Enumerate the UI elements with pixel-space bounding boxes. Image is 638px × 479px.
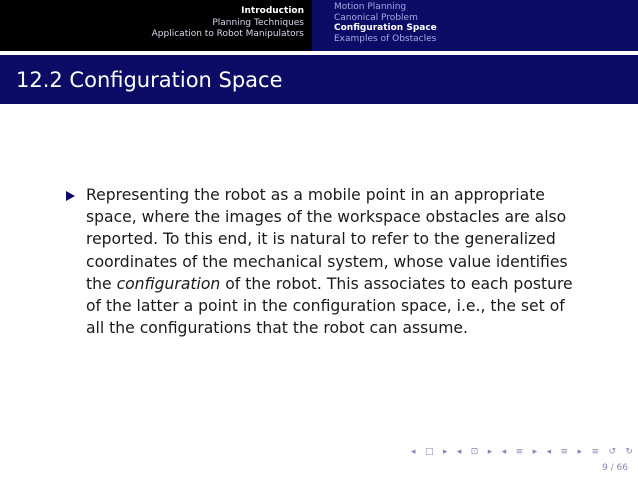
section-planning-techniques[interactable]: Planning Techniques [212,17,304,28]
subsection-canonical-problem[interactable]: Canonical Problem [334,12,418,23]
nav-subsection-icon[interactable]: ≡ [515,447,524,457]
section-introduction[interactable]: Introduction [241,6,304,16]
list-item [66,184,586,339]
nav-section-prev-icon[interactable]: ◂ [546,447,552,457]
nav-frame-next-icon[interactable]: ▸ [487,447,493,457]
section-application-robot-manipulators[interactable]: Application to Robot Manipulators [151,29,304,39]
nav-section-next-icon[interactable]: ▸ [577,447,583,457]
bullet-triangle-icon [66,191,75,201]
section-navigation [0,0,312,51]
beamer-navigation-symbols [411,447,633,457]
bullet-emphasis: configuration [116,274,221,293]
bullet-text-part-1: Representing the robot as a mobile point in an appropriate space, where the images of the workspace obstacles are also reported. To this end, it is natural to refer to the generalized coordinates of the mechanical system, whose value identifies the [86,186,568,293]
nav-subsection-next-icon[interactable]: ▸ [532,447,538,457]
subsection-motion-planning[interactable]: Motion Planning [334,2,407,12]
bullet-text-part-2: of the robot. This associates to each posture of the latter a point in the configuration space, i.e., the set of all the configurations that the robot can assume. [86,274,573,338]
nav-slide-icon[interactable]: □ [424,447,434,457]
subsection-configuration-space[interactable]: Configuration Space [334,23,437,34]
nav-slide-next-icon[interactable]: ▸ [442,447,448,457]
nav-subsection-prev-icon[interactable]: ◂ [501,447,507,457]
subsection-navigation [312,0,638,51]
frame-title-bar [0,55,638,104]
nav-document-icon[interactable]: ≡ [591,447,600,457]
nav-frame-icon[interactable]: ⊡ [470,447,479,457]
frame-title: 12.2 Configuration Space [16,67,283,92]
nav-forward-icon[interactable]: ↻ [625,447,633,457]
headline [0,0,638,51]
subsection-examples-of-obstacles[interactable]: Examples of Obstacles [334,33,437,44]
nav-frame-prev-icon[interactable]: ◂ [456,447,462,457]
nav-slide-prev-icon[interactable]: ◂ [411,447,416,457]
bullet-text [86,184,581,339]
page-number: 9 / 66 [602,463,628,473]
nav-back-icon[interactable]: ↺ [608,447,616,457]
slide-content [66,184,586,339]
nav-section-icon[interactable]: ≡ [560,447,569,457]
